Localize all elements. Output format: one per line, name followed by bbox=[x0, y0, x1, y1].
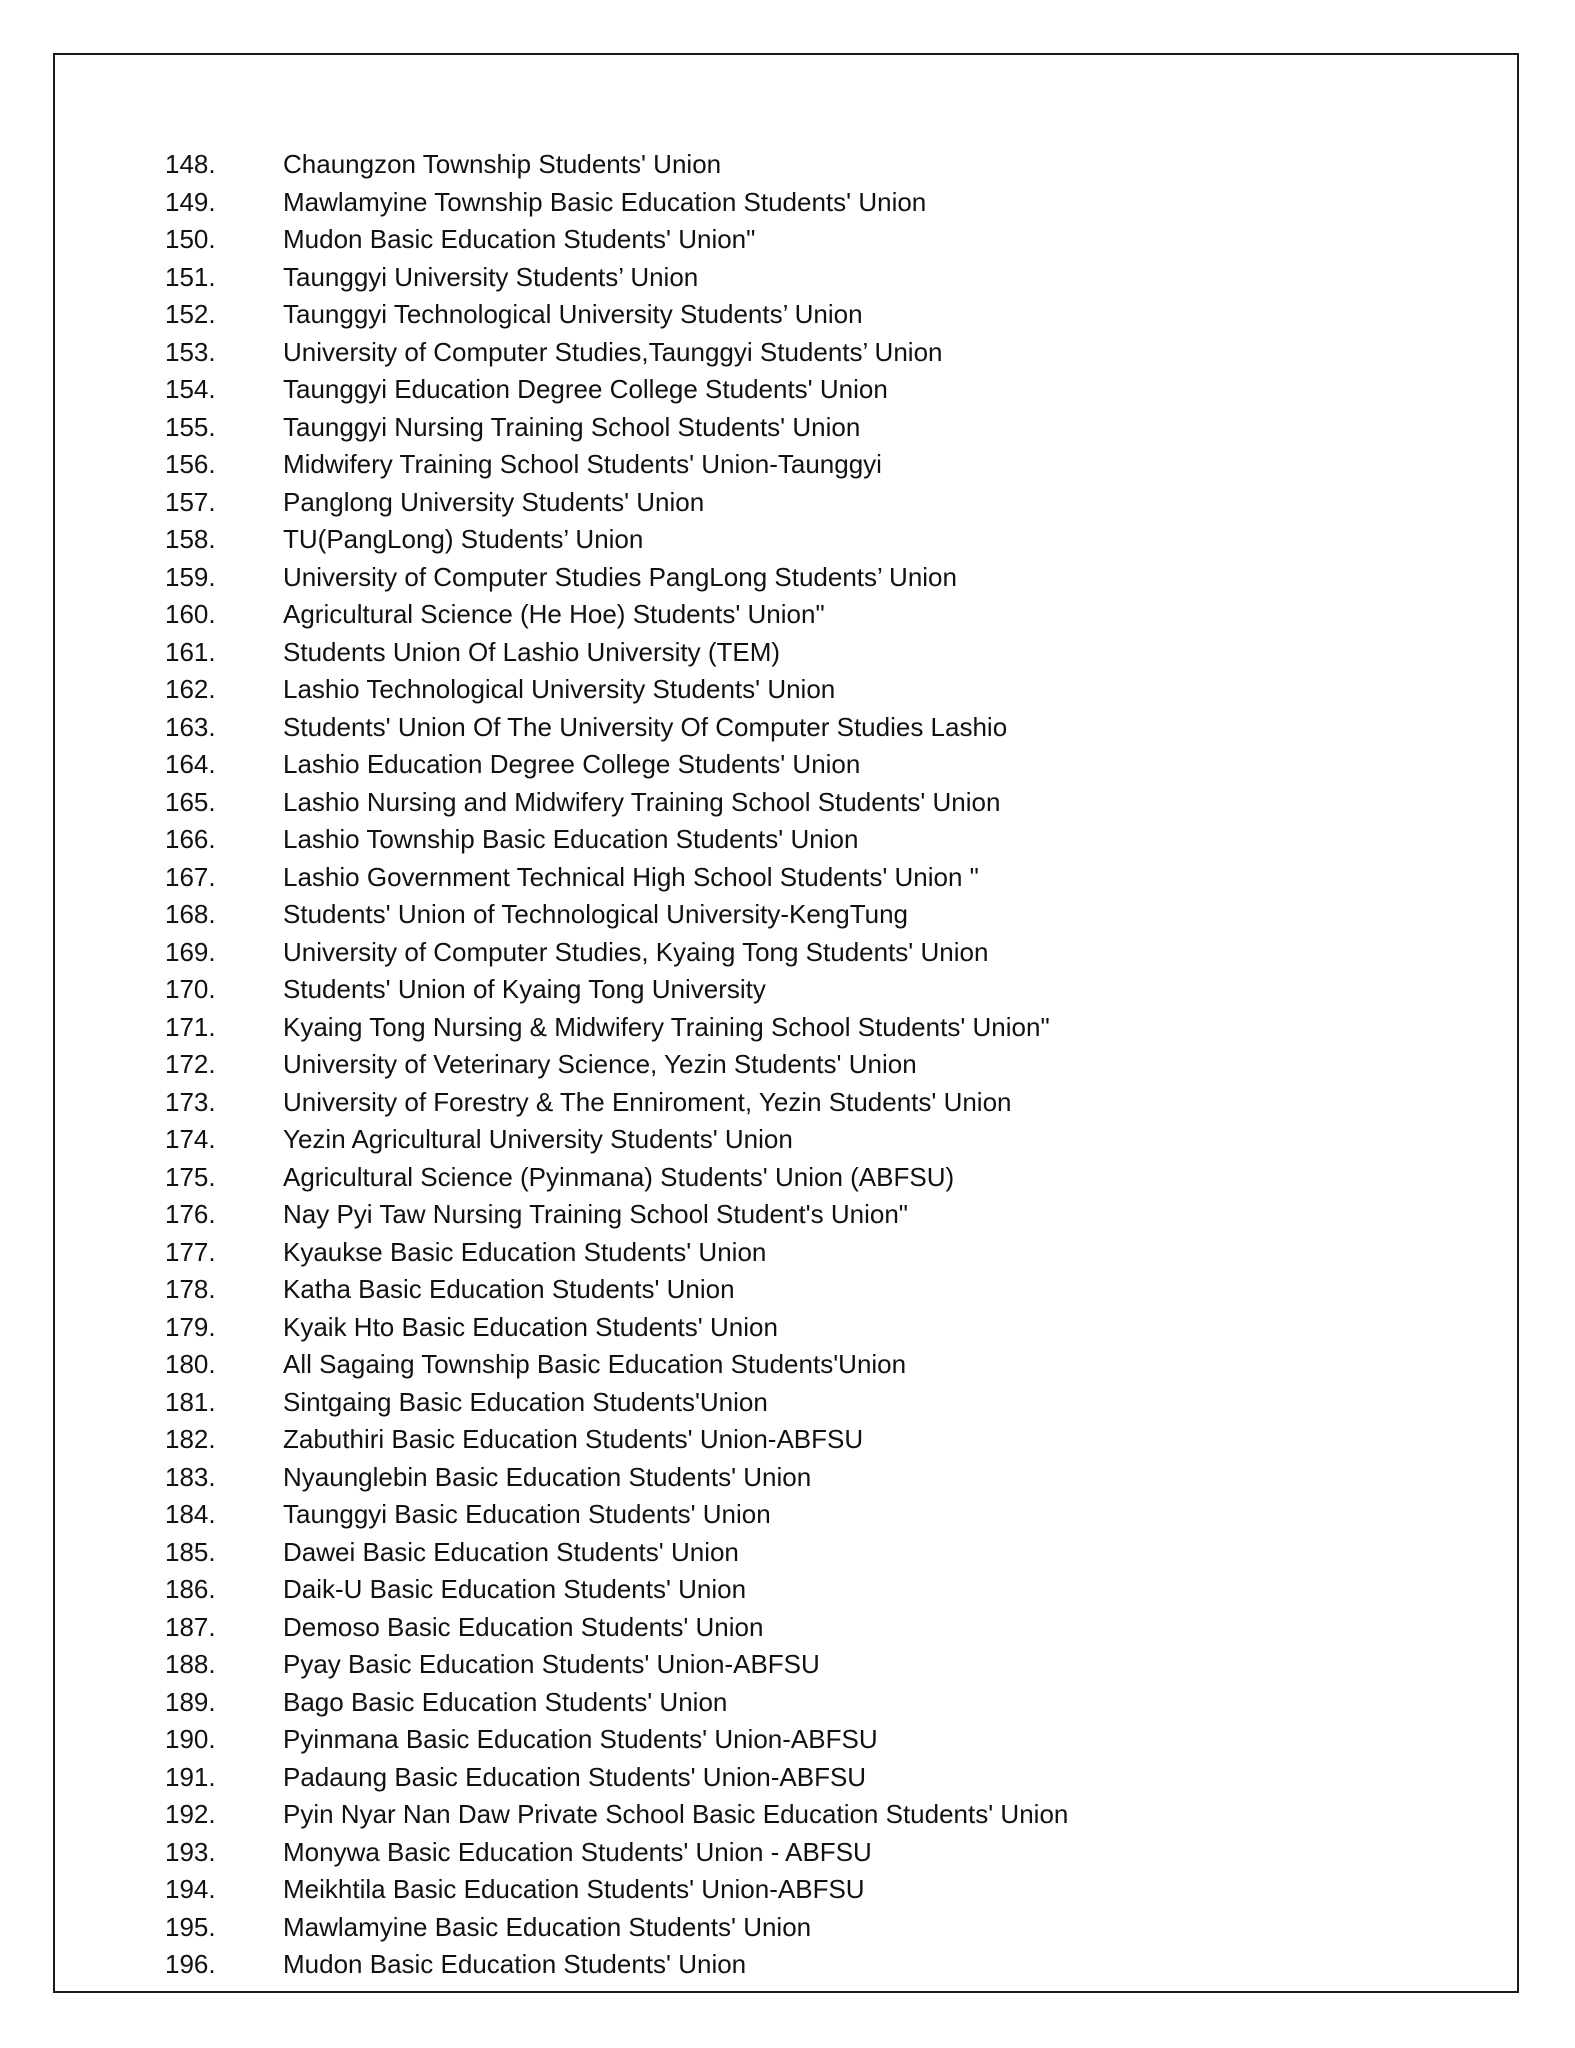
item-number: 183. bbox=[165, 1461, 216, 1492]
item-number: 175. bbox=[165, 1161, 216, 1192]
item-number: 149. bbox=[165, 186, 216, 217]
item-number: 171. bbox=[165, 1011, 216, 1042]
item-text: Taunggyi Technological University Students’ Union bbox=[283, 299, 863, 329]
item-number: 187. bbox=[165, 1611, 216, 1642]
item-number: 168. bbox=[165, 899, 216, 929]
item-number: 152. bbox=[165, 299, 216, 329]
item-number: 166. bbox=[165, 824, 216, 854]
item-number: 160. bbox=[165, 599, 216, 629]
item-number: 151. bbox=[165, 261, 216, 292]
item-text: Pyin Nyar Nan Daw Private School Basic Education Students' Union bbox=[283, 1799, 1069, 1829]
item-number: 189. bbox=[165, 1686, 216, 1717]
item-number: 172. bbox=[165, 1049, 216, 1079]
item-text: Students' Union Of The University Of Computer Studies Lashio bbox=[283, 711, 1008, 742]
item-number: 163. bbox=[165, 711, 216, 742]
item-number: 153. bbox=[165, 336, 216, 367]
item-text: Lashio Township Basic Education Students' Union bbox=[283, 824, 859, 854]
item-text: Students Union Of Lashio University (TEM) bbox=[283, 636, 781, 667]
item-number: 155. bbox=[165, 411, 216, 442]
item-text: TU(PangLong) Students’ Union bbox=[283, 524, 644, 554]
item-number: 188. bbox=[165, 1649, 216, 1679]
item-number: 190. bbox=[165, 1724, 216, 1754]
item-text: University of Computer Studies PangLong Students’ Union bbox=[283, 561, 957, 592]
item-text: Lashio Government Technical High School Students' Union " bbox=[283, 861, 979, 892]
item-text: Midwifery Training School Students' Union-Taunggyi bbox=[283, 449, 882, 479]
item-number: 196. bbox=[165, 1949, 216, 1979]
item-number: 174. bbox=[165, 1124, 216, 1154]
item-number: 184. bbox=[165, 1499, 216, 1529]
item-text: University of Computer Studies, Kyaing Tong Students' Union bbox=[283, 936, 989, 967]
item-number: 192. bbox=[165, 1799, 216, 1829]
item-number: 176. bbox=[165, 1199, 216, 1229]
item-number: 186. bbox=[165, 1574, 216, 1604]
item-text: Yezin Agricultural University Students' Union bbox=[283, 1124, 793, 1154]
item-text: Monywa Basic Education Students' Union - ABFSU bbox=[283, 1836, 872, 1867]
item-number: 148. bbox=[165, 149, 216, 179]
item-text: Nay Pyi Taw Nursing Training School Student's Union" bbox=[283, 1199, 909, 1229]
item-number: 178. bbox=[165, 1274, 216, 1304]
item-text: Kyaik Hto Basic Education Students' Union bbox=[283, 1311, 778, 1342]
item-number: 161. bbox=[165, 636, 216, 667]
page-border bbox=[53, 53, 1519, 1993]
item-text: Taunggyi Education Degree College Students' Union bbox=[283, 374, 888, 404]
item-text: Agricultural Science (Pyinmana) Students' Union (ABFSU) bbox=[283, 1161, 955, 1192]
item-text: Mudon Basic Education Students' Union" bbox=[283, 224, 756, 254]
item-number: 169. bbox=[165, 936, 216, 967]
item-text: Pyinmana Basic Education Students' Union-ABFSU bbox=[283, 1724, 878, 1754]
item-number: 158. bbox=[165, 524, 216, 554]
item-text: Kyaing Tong Nursing & Midwifery Training School Students' Union" bbox=[283, 1011, 1050, 1042]
item-text: Daik-U Basic Education Students' Union bbox=[283, 1574, 747, 1604]
item-text: Lashio Technological University Students' Union bbox=[283, 674, 836, 704]
item-text: Taunggyi University Students’ Union bbox=[283, 261, 699, 292]
item-text: Bago Basic Education Students' Union bbox=[283, 1686, 728, 1717]
item-number: 179. bbox=[165, 1311, 216, 1342]
item-text: Students' Union of Kyaing Tong University bbox=[283, 974, 766, 1004]
item-text: Lashio Nursing and Midwifery Training School Students' Union bbox=[283, 786, 1001, 817]
item-number: 180. bbox=[165, 1349, 216, 1379]
item-text: University of Computer Studies,Taunggyi Students’ Union bbox=[283, 336, 943, 367]
item-number: 170. bbox=[165, 974, 216, 1004]
item-text: Lashio Education Degree College Students' Union bbox=[283, 749, 861, 779]
item-text: Kyaukse Basic Education Students' Union bbox=[283, 1236, 767, 1267]
item-number: 165. bbox=[165, 786, 216, 817]
item-number: 150. bbox=[165, 224, 216, 254]
item-number: 154. bbox=[165, 374, 216, 404]
item-number: 156. bbox=[165, 449, 216, 479]
item-text: Katha Basic Education Students' Union bbox=[283, 1274, 735, 1304]
item-number: 159. bbox=[165, 561, 216, 592]
item-text: Panglong University Students' Union bbox=[283, 486, 705, 517]
item-number: 194. bbox=[165, 1874, 216, 1904]
item-text: Sintgaing Basic Education Students'Union bbox=[283, 1386, 768, 1417]
item-number: 191. bbox=[165, 1761, 216, 1792]
item-number: 193. bbox=[165, 1836, 216, 1867]
item-text: Meikhtila Basic Education Students' Union-ABFSU bbox=[283, 1874, 865, 1904]
item-text: Chaungzon Township Students' Union bbox=[283, 149, 722, 179]
item-number: 185. bbox=[165, 1536, 216, 1567]
item-text: Padaung Basic Education Students' Union-ABFSU bbox=[283, 1761, 867, 1792]
item-text: Taunggyi Nursing Training School Students' Union bbox=[283, 411, 861, 442]
item-number: 181. bbox=[165, 1386, 216, 1417]
item-text: Mawlamyine Township Basic Education Students' Union bbox=[283, 186, 927, 217]
item-text: Nyaunglebin Basic Education Students' Union bbox=[283, 1461, 812, 1492]
item-number: 157. bbox=[165, 486, 216, 517]
item-text: University of Forestry & The Enniroment, Yezin Students' Union bbox=[283, 1086, 1012, 1117]
item-number: 167. bbox=[165, 861, 216, 892]
item-number: 164. bbox=[165, 749, 216, 779]
item-text: Mudon Basic Education Students' Union bbox=[283, 1949, 747, 1979]
item-text: University of Veterinary Science, Yezin Students' Union bbox=[283, 1049, 917, 1079]
item-text: Demoso Basic Education Students' Union bbox=[283, 1611, 764, 1642]
item-number: 177. bbox=[165, 1236, 216, 1267]
item-text: Pyay Basic Education Students' Union-ABFSU bbox=[283, 1649, 820, 1679]
item-text: All Sagaing Township Basic Education Students'Union bbox=[283, 1349, 907, 1379]
item-number: 162. bbox=[165, 674, 216, 704]
item-text: Zabuthiri Basic Education Students' Union-ABFSU bbox=[283, 1424, 864, 1454]
item-text: Dawei Basic Education Students' Union bbox=[283, 1536, 739, 1567]
item-number: 173. bbox=[165, 1086, 216, 1117]
item-number: 195. bbox=[165, 1911, 216, 1942]
item-text: Students' Union of Technological University-KengTung bbox=[283, 899, 908, 929]
item-text: Mawlamyine Basic Education Students' Union bbox=[283, 1911, 812, 1942]
item-text: Agricultural Science (He Hoe) Students' Union" bbox=[283, 599, 825, 629]
item-number: 182. bbox=[165, 1424, 216, 1454]
item-text: Taunggyi Basic Education Students' Union bbox=[283, 1499, 771, 1529]
